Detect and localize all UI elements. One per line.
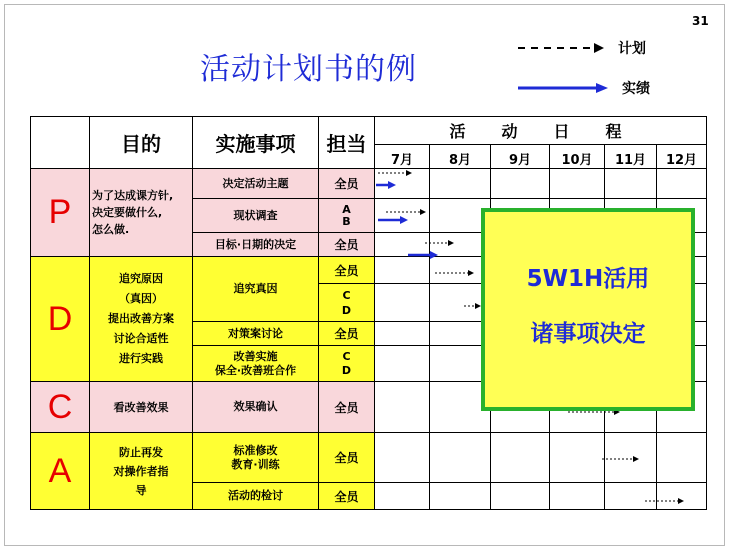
- item-cell: [193, 346, 319, 382]
- owner-cell: [319, 346, 375, 382]
- header-blank: [31, 117, 90, 169]
- purpose-line: 对操作者指: [113, 464, 169, 478]
- owner-line: A: [342, 202, 351, 216]
- purpose-c: [90, 382, 193, 433]
- purpose-line: 提出改善方案: [108, 312, 174, 325]
- month-8: 8月: [430, 145, 491, 169]
- item-cell: 决定活动主题: [193, 169, 319, 199]
- item-line: 改善实施: [233, 349, 278, 363]
- purpose-line: 为了达成课方针,: [92, 189, 174, 202]
- page-number: 31: [692, 14, 709, 28]
- purpose-line: （真因）: [119, 292, 163, 305]
- purpose-line: 进行实践: [119, 352, 163, 365]
- month-9: 9月: [491, 145, 550, 169]
- item-cell: 对策案讨论: [193, 322, 319, 346]
- item-line: 教育·训练: [231, 457, 280, 471]
- purpose-p: [90, 169, 193, 257]
- item-cell: 目标·日期的决定: [193, 233, 319, 257]
- item-line: 保全·改善班合作: [214, 363, 297, 377]
- item-cell: [193, 433, 319, 483]
- month-12: 12月: [657, 145, 707, 169]
- owner-line: D: [341, 303, 352, 317]
- note-line-1: 5W1H活用: [526, 266, 650, 292]
- owner-cell: 全员: [319, 433, 375, 483]
- purpose-a: [90, 433, 193, 510]
- month-10: 10月: [550, 145, 605, 169]
- purpose-d: [90, 257, 193, 382]
- owner-cell: [319, 199, 375, 233]
- purpose-line: 怎么做.: [92, 223, 130, 236]
- legend-actual-label: 实绩: [622, 81, 650, 97]
- owner-cell: [319, 284, 375, 322]
- owner-line: B: [342, 214, 351, 228]
- item-line: 标准修改: [233, 443, 278, 457]
- item-cell: 活动的检讨: [193, 483, 319, 510]
- month-11: 11月: [605, 145, 657, 169]
- owner-cell: 全员: [319, 483, 375, 510]
- header-purpose: 目的: [90, 117, 193, 169]
- slide-title: 活动计划书的例: [200, 52, 417, 87]
- header-owner: 担当: [319, 117, 375, 169]
- purpose-line: 讨论合适性: [113, 332, 169, 345]
- owner-line: C: [342, 349, 351, 363]
- owner-line: D: [341, 363, 352, 377]
- month-7: 7月: [375, 145, 430, 169]
- header-schedule: 活 动 日 程: [375, 117, 707, 145]
- phase-letter-d: D: [31, 257, 90, 382]
- header-items: 实施事项: [193, 117, 319, 169]
- item-cell: 效果确认: [193, 382, 319, 433]
- purpose-line: 导: [135, 483, 147, 497]
- legend-arrows: [516, 38, 616, 98]
- purpose-line: 追究原因: [119, 272, 163, 285]
- 5w1h-note-box: [481, 208, 695, 411]
- phase-letter-p: P: [31, 169, 90, 257]
- purpose-line: 看改善效果: [113, 400, 169, 414]
- legend-plan-label: 计划: [618, 41, 646, 57]
- owner-cell: 全员: [319, 382, 375, 433]
- owner-line: C: [342, 288, 351, 302]
- owner-cell: 全员: [319, 233, 375, 257]
- purpose-line: 防止再发: [119, 445, 163, 459]
- phase-letter-c: C: [31, 382, 90, 433]
- owner-cell: 全员: [319, 322, 375, 346]
- purpose-line: 决定要做什么,: [92, 206, 163, 219]
- item-cell: 现状调查: [193, 199, 319, 233]
- owner-cell: 全员: [319, 169, 375, 199]
- owner-cell: 全员: [319, 257, 375, 284]
- note-line-2: 诸事项决定: [530, 321, 646, 347]
- phase-letter-a: A: [31, 433, 90, 510]
- item-cell: 追究真因: [193, 257, 319, 322]
